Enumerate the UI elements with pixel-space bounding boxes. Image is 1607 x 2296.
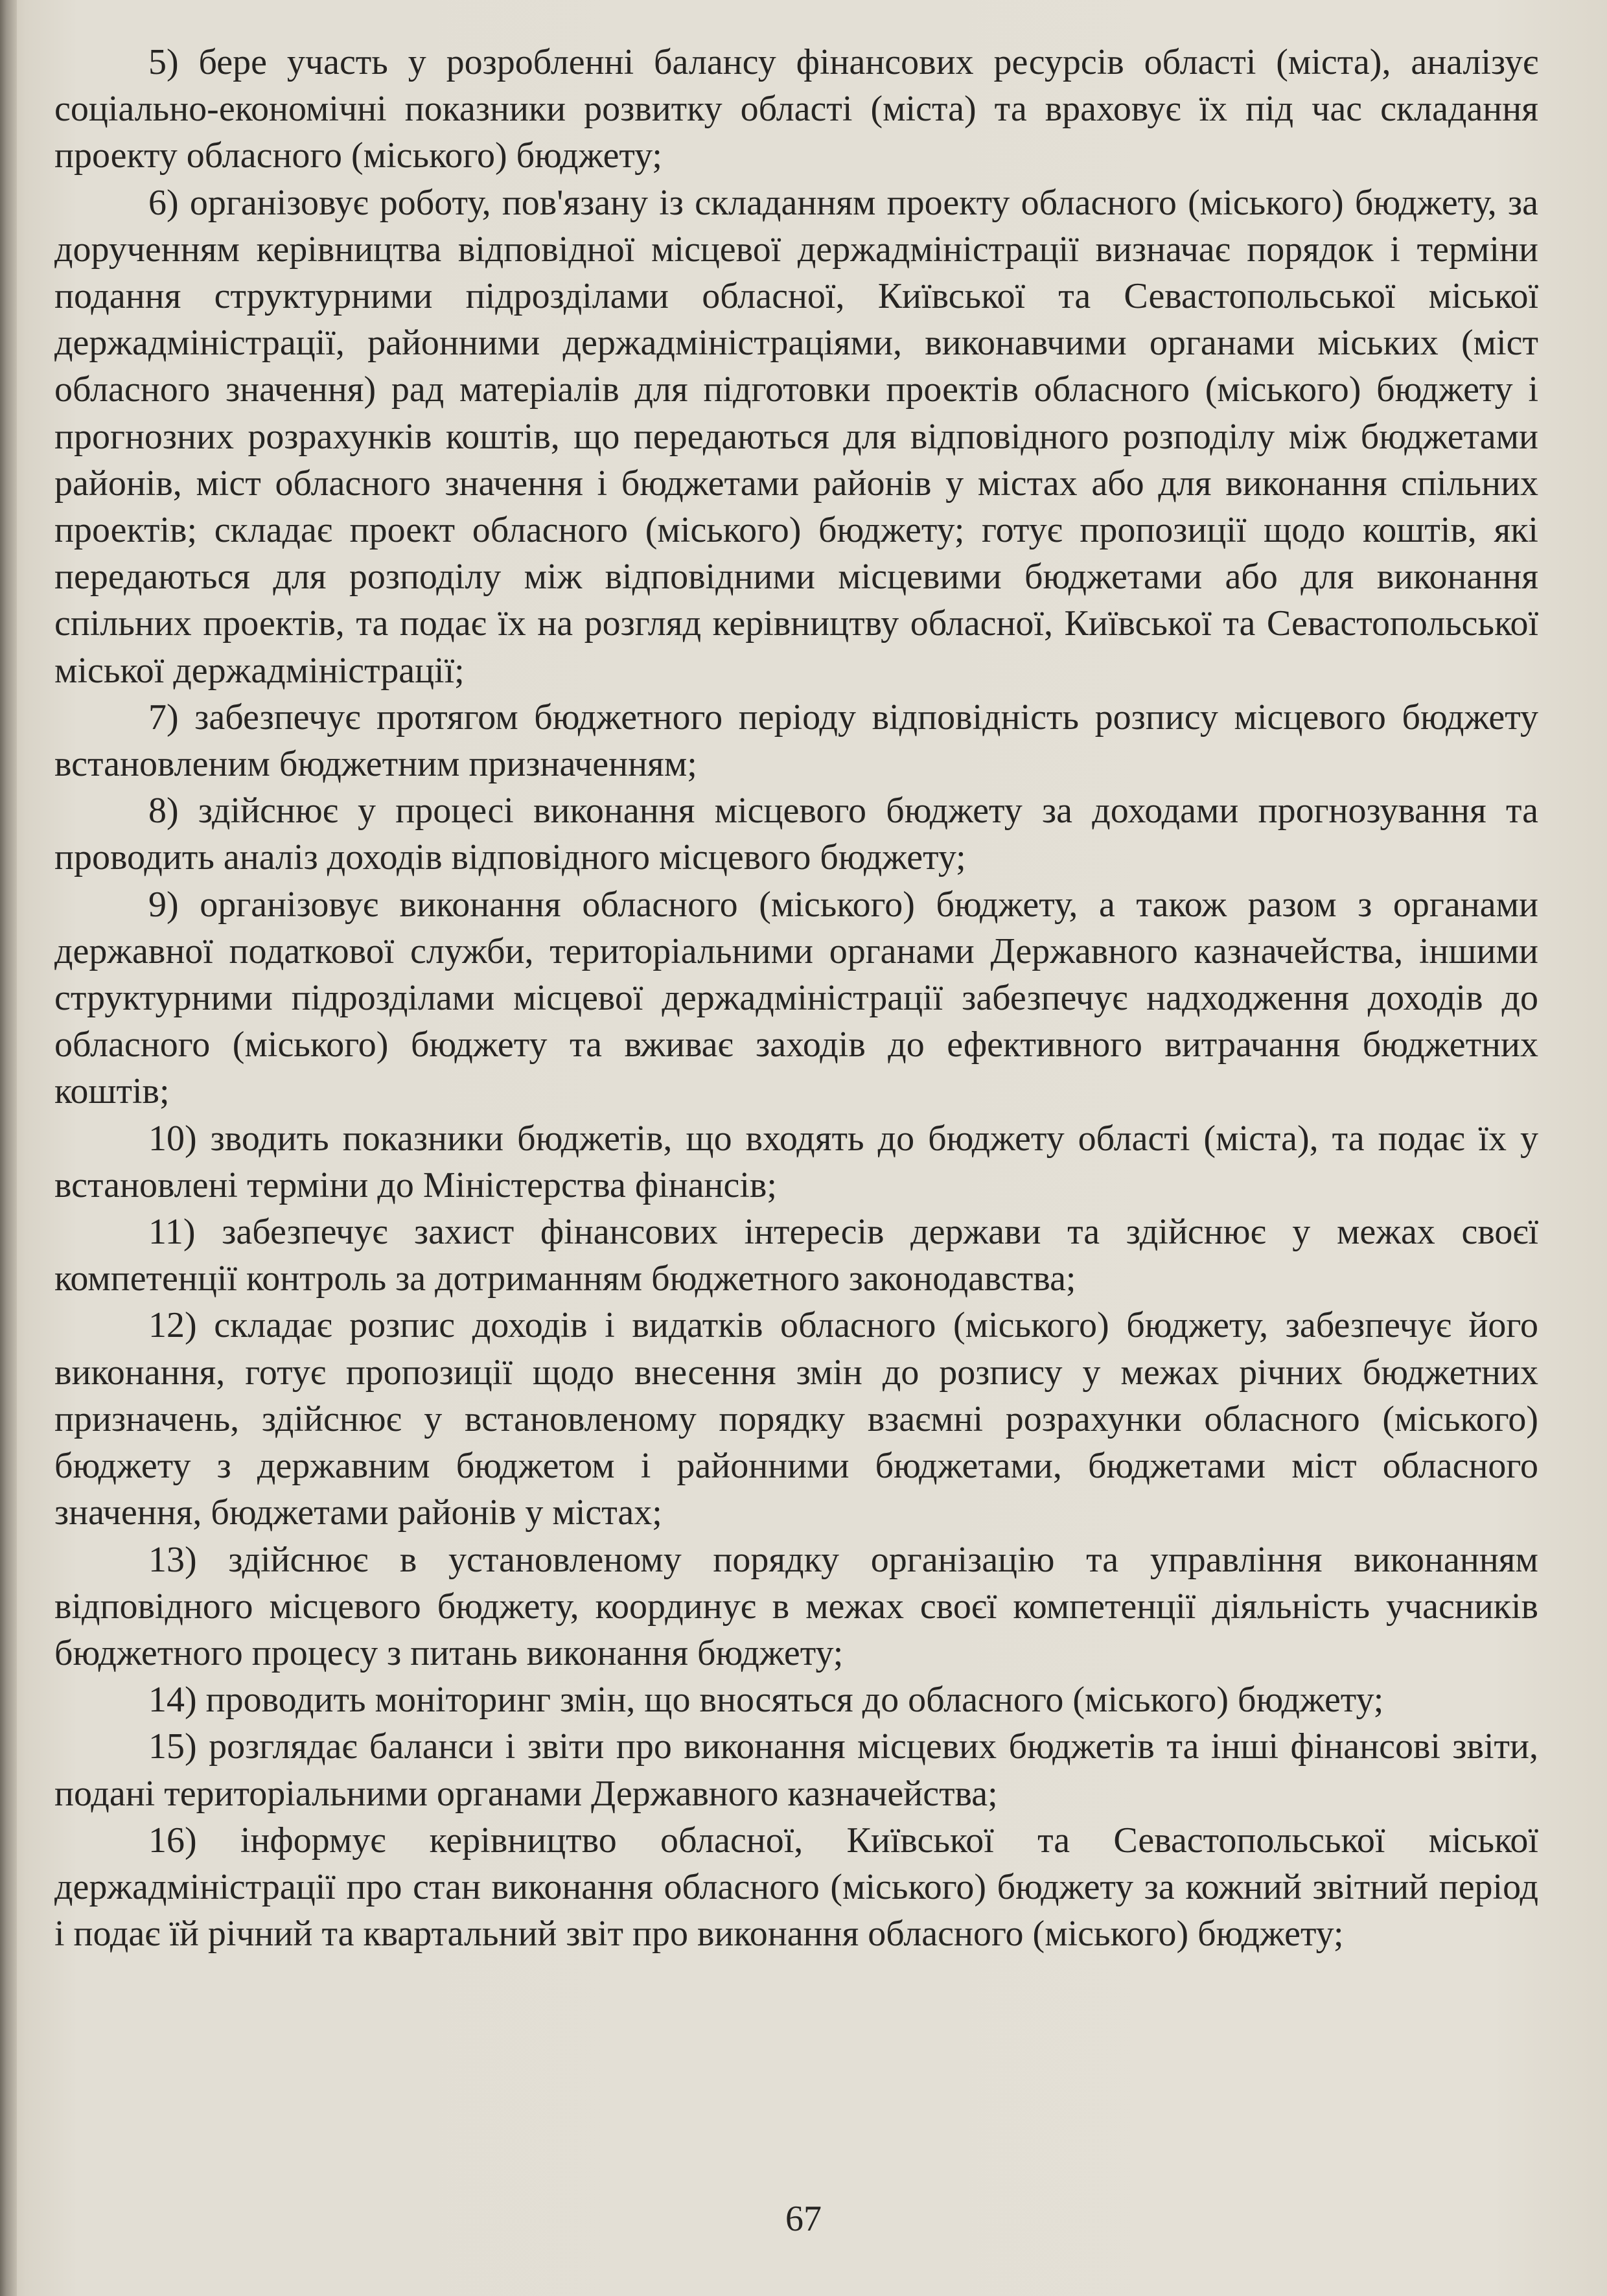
list-item-7: 7) забезпечує протягом бюджетного періоду відповідність розпису місцевого бюджету встановленим бюджетним призначенням; — [54, 697, 1538, 785]
list-item-14: 14) проводить моніторинг змін, що вносяться до обласного (міського) бюджету; — [148, 1680, 1384, 1721]
list-item-6: 6) організовує роботу, пов'язану із складанням проекту обласного (міського) бюджету, за дорученням керівництва відповідної місцевої держадміністрації визначає порядок і терміни подання структурними підрозділами обласної, Київської та Севастопольської міської держадміністрації, районними держадміністраціями, виконавчими органами міських (міст обласного значення) рад матеріалів для підготовки проектів обласного (міського) бюджету і прогнозних розрахунків коштів, що передаються для відповідного розподілу між бюджетами районів, міст обласного значення і бюджетами районів у містах або для виконання спільних проектів; складає проект обласного (міського) бюджету; готує пропозиції щодо коштів, які передаються для розподілу між відповідними місцевими бюджетами або для виконання спільних проектів, та подає їх на розгляд керівництву обласної, Київської та Севастопольської міської держадміністрації; — [54, 182, 1538, 691]
list-item-11: 11) забезпечує захист фінансових інтересів держави та здійснює у межах своєї компетенції контроль за дотриманням бюджетного законодавства; — [54, 1212, 1538, 1299]
book-spine-shadow — [0, 0, 17, 2296]
list-item-15: 15) розглядає баланси і звіти про виконання місцевих бюджетів та інші фінансові звіти, подані територіальними органами Державного казначейства; — [54, 1726, 1538, 1814]
list-item-9: 9) організовує виконання обласного (міського) бюджету, а також разом з органами державної податкової служби, територіальними органами Державного казначейства, іншими структурними підрозділами місцевої держадміністрації забезпечує надходження доходів до обласного (міського) бюджету та вживає заходів до ефективного витрачання бюджетних коштів; — [54, 884, 1538, 1112]
list-item-12: 12) складає розпис доходів і видатків обласного (міського) бюджету, забезпечує його виконання, готує пропозиції щодо внесення змін до розпису у межах річних бюджетних призначень, здійснює у встановленому порядку взаємні розрахунки обласного (міського) бюджету з державним бюджетом і районними бюджетами, бюджетами міст обласного значення, бюджетами районів у містах; — [54, 1305, 1538, 1533]
list-item-16: 16) інформує керівництво обласної, Київської та Севастопольської міської держадміністрації про стан виконання обласного (міського) бюджету за кожний звітний період і подає їй річний та квартальний звіт про виконання обласного (міського) бюджету; — [54, 1820, 1538, 1954]
body-text — [54, 39, 1538, 1957]
page-number: 67 — [785, 2199, 822, 2239]
list-item-10: 10) зводить показники бюджетів, що входять до бюджету області (міста), та подає їх у встановлені терміни до Міністерства фінансів; — [54, 1118, 1538, 1205]
list-item-8: 8) здійснює у процесі виконання місцевого бюджету за доходами прогнозування та проводить аналіз доходів відповідного місцевого бюджету; — [54, 791, 1538, 878]
list-item-13: 13) здійснює в установленому порядку організацію та управління виконанням відповідного місцевого бюджету, координує в межах своєї компетенції діяльність учасників бюджетного процесу з питань виконання бюджету; — [54, 1539, 1538, 1673]
list-item-5: 5) бере участь у розробленні балансу фінансових ресурсів області (міста), аналізує соціально-економічні показники розвитку області (міста) та враховує їх під час складання проекту обласного (міського) бюджету; — [54, 42, 1538, 176]
